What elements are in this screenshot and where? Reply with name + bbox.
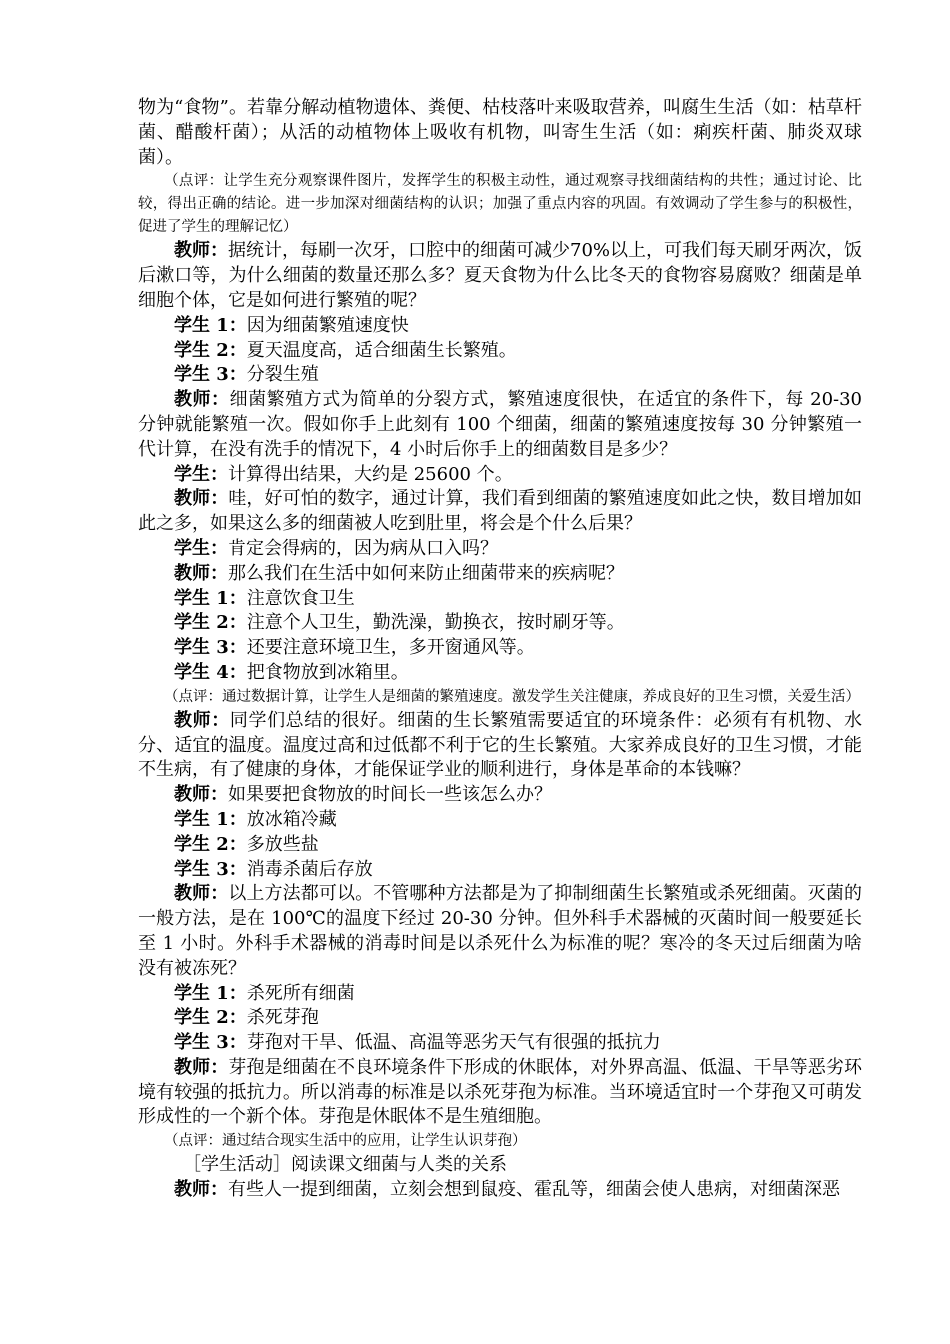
- comment-paragraph: （点评：让学生充分观察课件图片，发挥学生的积极主动性，通过观察寻找细菌结构的共性；通过讨论、比较，得出正确的结论。进一步加深对细菌结构的认识；加强了重点内容的巩固。有效调动了学生参与的积极性，促进了学生的理解记忆）: [138, 173, 862, 236]
- speaker-label: 学生 3：: [174, 364, 247, 386]
- dialogue-line: [138, 808, 862, 833]
- dialogue-line: [138, 636, 862, 661]
- dialogue-line: [138, 239, 862, 313]
- dialogue-line: [138, 1031, 862, 1056]
- dialogue-line: [138, 611, 862, 636]
- dialogue-text: 注意个人卫生，勤洗澡，勤换衣，按时刷牙等。: [246, 612, 625, 634]
- speaker-label: 教师：: [174, 883, 229, 905]
- dialogue-text: 还要注意环境卫生，多开窗通风等。: [246, 637, 535, 659]
- dialogue-text: 分裂生殖: [246, 364, 319, 386]
- speaker-label: 学生 2：: [174, 612, 247, 634]
- dialogue-text: 芽孢对干旱、低温、高温等恶劣天气有很强的抵抗力: [246, 1032, 661, 1054]
- dialogue-text: 多放些盐: [246, 833, 319, 855]
- speaker-label: 教师：: [174, 1179, 228, 1201]
- dialogue-text: 注意饮食卫生: [246, 587, 355, 609]
- speaker-label: 学生 1：: [174, 587, 247, 609]
- dialogue-line: [138, 537, 862, 562]
- speaker-label: 学生 3：: [174, 1032, 247, 1054]
- speaker-label: 教师：: [174, 784, 228, 806]
- comment-paragraph: （点评：通过数据计算，让学生人是细菌的繁殖速度。激发学生关注健康，养成良好的卫生习惯，关爱生活）: [164, 688, 860, 705]
- dialogue-line: [138, 661, 862, 686]
- dialogue-line: [138, 1006, 862, 1031]
- dialogue-line: [138, 562, 862, 587]
- speaker-label: 学生 1：: [174, 314, 247, 336]
- speaker-label: 教师：: [174, 488, 229, 510]
- dialogue-text: 哇，好可怕的数字，通过计算，我们看到细菌的繁殖速度如此之快，数目增加如此之多，如果这么多的细菌被人吃到肚里，将会是个什么后果？: [138, 488, 863, 535]
- dialogue-line: [138, 783, 862, 808]
- dialogue-line: [138, 487, 862, 537]
- dialogue-line: [138, 339, 862, 364]
- speaker-label: 学生：: [174, 463, 228, 485]
- dialogue-text: 放冰箱冷藏: [246, 808, 337, 830]
- dialogue-text: 以上方法都可以。不管哪种方法都是为了抑制细菌生长繁殖或杀死细菌。灭菌的一般方法，是在 100℃的温度下经过 20-30 分钟。但外科手术器械的灭菌时间一般要延长至 1 小时。外科手术器械的消毒时间是以杀死什么为标准的呢？寒冷的冬天过后细菌为啥没有被冻死？: [138, 883, 863, 979]
- speaker-label: 教师：: [174, 1056, 229, 1078]
- dialogue-line: [138, 1178, 862, 1203]
- dialogue-text: 把食物放到冰箱里。: [246, 661, 409, 683]
- dialogue-text: 那么我们在生活中如何来防止细菌带来的疾病呢？: [228, 562, 624, 584]
- dialogue-text: 细菌繁殖方式为简单的分裂方式，繁殖速度很快，在适宜的条件下，每 20-30 分钟就能繁殖一次。假如你手上此刻有 100 个细菌，细菌的繁殖速度按每 30 分钟繁殖一代计算，在没有洗手的情况下，4 小时后你手上的细菌数目是多少？: [138, 389, 863, 460]
- dialogue-line: [138, 833, 862, 858]
- speaker-label: 学生 3：: [174, 637, 247, 659]
- speaker-label: 学生 2：: [174, 339, 247, 361]
- speaker-label: 教师：: [174, 709, 230, 731]
- body-paragraph: 物为“食物”。若靠分解动植物遗体、粪便、枯枝落叶来吸取营养，叫腐生生活（如：枯草杆菌、醋酸杆菌）；从活的动植物体上吸收有机物，叫寄生生活（如：痢疾杆菌、肺炎双球菌）。: [138, 97, 862, 168]
- dialogue-text: 据统计，每刷一次牙，口腔中的细菌可减少70%以上，可我们每天刷牙两次，饭后漱口等，为什么细菌的数量还那么多？夏天食物为什么比冬天的食物容易腐败？细菌是单细胞个体，它是如何进行繁殖的呢？: [138, 240, 863, 311]
- dialogue-text: 夏天温度高，适合细菌生长繁殖。: [246, 339, 517, 361]
- dialogue-text: 如果要把食物放的时间长一些该怎么办？: [228, 784, 552, 806]
- speaker-label: 学生 1：: [174, 982, 247, 1004]
- document-body: [138, 96, 862, 1203]
- dialogue-text: 有些人一提到细菌，立刻会想到鼠疫、霍乱等，细菌会使人患病，对细菌深恶: [228, 1179, 840, 1201]
- speaker-label: 学生 1：: [174, 808, 247, 830]
- dialogue-line: [138, 587, 862, 612]
- dialogue-line: [138, 314, 862, 339]
- dialogue-text: 肯定会得病的，因为病从口入吗？: [228, 537, 498, 559]
- student-activity-heading: ［学生活动］阅读课文细菌与人类的关系: [183, 1154, 507, 1176]
- speaker-label: 学生：: [174, 537, 228, 559]
- dialogue-text: 因为细菌繁殖速度快: [246, 314, 409, 336]
- speaker-label: 教师：: [174, 389, 230, 411]
- dialogue-text: 计算得出结果，大约是 25600 个。: [228, 463, 513, 485]
- speaker-label: 学生 2：: [174, 1007, 247, 1029]
- speaker-label: 学生 2：: [174, 833, 247, 855]
- dialogue-line: [138, 709, 862, 783]
- dialogue-line: [138, 982, 862, 1007]
- dialogue-line: [138, 363, 862, 388]
- dialogue-line: [138, 463, 862, 488]
- dialogue-line: [138, 858, 862, 883]
- comment-paragraph: （点评：通过结合现实生活中的应用，让学生认识芽孢）: [164, 1133, 527, 1150]
- dialogue-line: [138, 882, 862, 981]
- speaker-label: 教师：: [174, 240, 228, 262]
- dialogue-text: 杀死芽孢: [246, 1007, 319, 1029]
- speaker-label: 学生 4：: [174, 661, 247, 683]
- dialogue-text: 同学们总结的很好。细菌的生长繁殖需要适宜的环境条件：必须有有机物、水分、适宜的温度。温度过高和过低都不利于它的生长繁殖。大家养成良好的卫生习惯，才能不生病，有了健康的身体，才能保证学业的顺利进行，身体是革命的本钱嘛？: [138, 709, 863, 781]
- dialogue-text: 消毒杀菌后存放: [246, 858, 373, 880]
- speaker-label: 学生 3：: [174, 858, 247, 880]
- dialogue-line: [138, 1056, 862, 1130]
- dialogue-text: 杀死所有细菌: [246, 982, 355, 1004]
- dialogue-text: 芽孢是细菌在不良环境条件下形成的休眠体，对外界高温、低温、干旱等恶劣环境有较强的抵抗力。所以消毒的标准是以杀死芽孢为标准。当环境适宜时一个芽孢又可萌发形成性的一个新个体。芽孢是休眠体不是生殖细胞。: [138, 1056, 863, 1128]
- dialogue-line: [138, 388, 862, 462]
- speaker-label: 教师：: [174, 562, 228, 584]
